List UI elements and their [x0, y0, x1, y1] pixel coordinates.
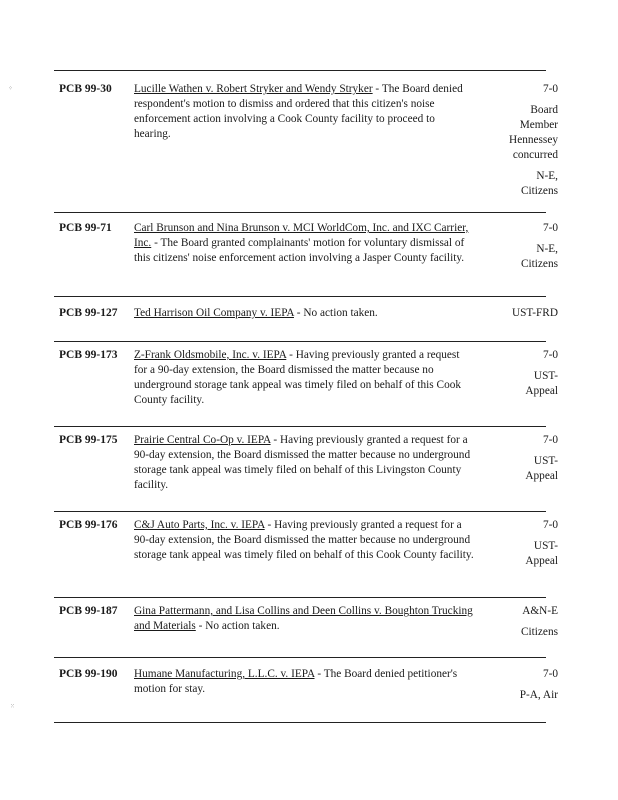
vote-column	[478, 221, 558, 272]
case-parties: Gina Pattermann, and Lisa Collins and Deen Collins v. Boughton Trucking and Materials	[134, 605, 473, 632]
case-parties: Prairie Central Co-Op v. IEPA	[134, 434, 271, 446]
rule-divider	[54, 341, 546, 342]
note-line: Board	[530, 104, 558, 116]
rule-divider	[54, 511, 546, 512]
case-parties: C&J Auto Parts, Inc. v. IEPA	[134, 519, 265, 531]
scan-speck: ⁙	[10, 704, 16, 710]
case-number: PCB 99-187	[59, 605, 118, 617]
vote: 7-0	[542, 434, 558, 446]
case-parties: Lucille Wathen v. Robert Stryker and Wendy Stryker	[134, 83, 373, 95]
vote: A&N-E	[522, 605, 558, 617]
vote-column	[478, 348, 558, 399]
case-parties: Ted Harrison Oil Company v. IEPA	[134, 307, 294, 319]
vote-column	[478, 518, 558, 569]
rule-divider	[54, 296, 546, 297]
vote: 7-0	[542, 83, 558, 95]
vote: 7-0	[542, 519, 558, 531]
vote-column	[478, 433, 558, 484]
case-parties: Z-Frank Oldsmobile, Inc. v. IEPA	[134, 349, 287, 361]
case-action: - The Board denied respondent's motion to dismiss and ordered that this citizen's noise enforcement action involving a Cook County facility to proceed to hearing.	[134, 83, 463, 140]
vote-column	[478, 306, 558, 321]
case-action: - The Board denied petitioner's motion for stay.	[134, 668, 458, 695]
case-action: - No action taken.	[293, 307, 378, 319]
category-line: Appeal	[525, 470, 558, 482]
rule-divider	[54, 597, 546, 598]
rule-divider	[54, 212, 546, 213]
case-action: - Having previously granted a request for a 90-day extension, the Board dismissed the matter because no underground storage tank appeal was timely filed on behalf of this Cook County facility.	[134, 519, 474, 561]
case-number: PCB 99-175	[59, 434, 118, 446]
case-description	[134, 667, 474, 697]
case-action: - No action taken.	[195, 620, 280, 632]
case-number: PCB 99-173	[59, 349, 118, 361]
category-line: Appeal	[525, 555, 558, 567]
case-action: - Having previously granted a request for a 90-day extension, the Board dismissed the matter because no underground storage tank appeal was timely filed on behalf of this Cook County facility.	[134, 349, 462, 406]
note-line: Hennessey	[509, 134, 558, 146]
case-number: PCB 99-190	[59, 668, 118, 680]
note-line: concurred	[512, 149, 558, 161]
category-line: N-E,	[536, 170, 558, 182]
rule-divider	[54, 657, 546, 658]
category-line: N-E,	[536, 243, 558, 255]
category-line: Appeal	[525, 385, 558, 397]
case-description	[134, 306, 474, 321]
case-description	[134, 221, 474, 266]
case-parties: Carl Brunson and Nina Brunson v. MCI WorldCom, Inc. and IXC Carrier, Inc.	[134, 222, 469, 249]
case-action: - The Board granted complainants' motion for voluntary dismissal of this citizens' noise enforcement action involving a Jasper County facility.	[134, 237, 465, 264]
rule-divider	[54, 426, 546, 427]
case-action: - Having previously granted a request for a 90-day extension, the Board dismissed the matter because no underground storage tank appeal was timely filed on behalf of this Livingston County facility.	[134, 434, 471, 491]
category-line: UST-	[533, 370, 558, 382]
case-number: PCB 99-176	[59, 519, 118, 531]
category-line: UST-	[533, 540, 558, 552]
case-description	[134, 433, 474, 493]
case-description	[134, 82, 474, 142]
rule-top	[54, 70, 546, 71]
category-line: Citizens	[520, 258, 558, 270]
category-line: UST-	[533, 455, 558, 467]
case-description	[134, 348, 474, 408]
category-line: UST-FRD	[511, 307, 558, 319]
scan-speck: ⁘	[8, 86, 14, 92]
vote: 7-0	[542, 668, 558, 680]
case-description	[134, 518, 474, 563]
case-number: PCB 99-30	[59, 83, 112, 95]
category-line: P-A, Air	[519, 689, 558, 701]
vote-column	[478, 667, 558, 703]
vote: 7-0	[542, 349, 558, 361]
vote: 7-0	[542, 222, 558, 234]
note-line: Member	[519, 119, 558, 131]
category-line: Citizens	[520, 626, 558, 638]
rule-bottom	[54, 722, 546, 723]
case-number: PCB 99-71	[59, 222, 112, 234]
category-line: Citizens	[520, 185, 558, 197]
vote-column	[478, 82, 558, 199]
case-description	[134, 604, 474, 634]
case-number: PCB 99-127	[59, 307, 118, 319]
vote-column	[478, 604, 558, 640]
case-parties: Humane Manufacturing, L.L.C. v. IEPA	[134, 668, 315, 680]
